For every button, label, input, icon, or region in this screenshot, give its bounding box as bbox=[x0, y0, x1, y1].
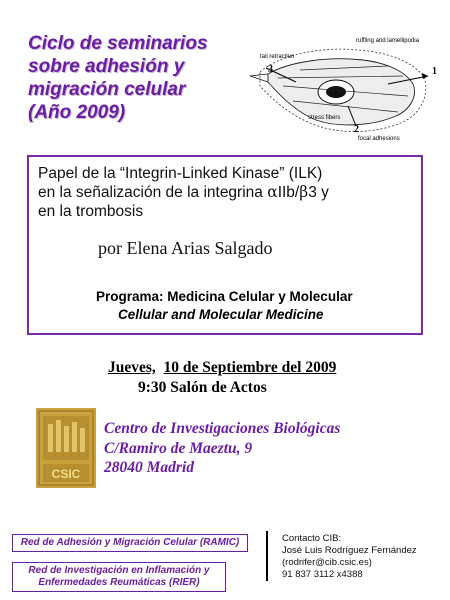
diagram-number-3: 3 bbox=[268, 64, 273, 75]
talk-title-line-3: en la trombosis bbox=[38, 203, 144, 220]
footer-divider bbox=[266, 531, 268, 581]
network-rier-line-1: Red de Investigación en Inflamación y bbox=[28, 565, 210, 576]
series-title-line: Ciclo de seminarios bbox=[28, 33, 208, 54]
speaker: por Elena Arias Salgado bbox=[98, 238, 273, 258]
talk-title-text: en la señalización de la integrina bbox=[38, 184, 268, 201]
talk-title-text: IIb/ bbox=[277, 184, 300, 201]
network-rier-line-2: Enfermedades Reumáticas (RIER) bbox=[38, 577, 200, 588]
series-title bbox=[28, 32, 238, 124]
label-ruffling: ruffling and lamellipodia bbox=[356, 38, 419, 44]
program-english: Cellular and Molecular Medicine bbox=[118, 307, 324, 322]
event-time-place: 9:30 Salón de Actos bbox=[138, 379, 267, 396]
event-day: Jueves, bbox=[108, 359, 156, 376]
alpha-symbol: α bbox=[267, 183, 278, 201]
series-title-line: (Año 2009) bbox=[28, 102, 126, 123]
contact-email[interactable]: (rodrifer@cib.csic.es) bbox=[282, 557, 372, 568]
cell-migration-diagram bbox=[238, 26, 448, 144]
network-ramic: Red de Adhesión y Migración Celular (RAMIC) bbox=[12, 534, 248, 552]
network-rier bbox=[12, 562, 226, 592]
center-city: 28040 Madrid bbox=[104, 459, 194, 476]
label-tail-retraction: tail retraction bbox=[260, 54, 295, 60]
center-street: C/Ramiro de Maeztu, 9 bbox=[104, 439, 253, 457]
beta-symbol: β bbox=[299, 183, 309, 201]
event-date bbox=[108, 359, 336, 377]
center-address bbox=[104, 419, 340, 478]
talk-title-line-2 bbox=[38, 183, 416, 202]
diagram-number-1: 1 bbox=[432, 66, 437, 77]
center-name: Centro de Investigaciones Biológicas bbox=[104, 420, 341, 437]
diagram-number-2: 2 bbox=[354, 124, 359, 135]
series-title-line: migración celular bbox=[28, 79, 186, 100]
csic-logo-text: CSIC bbox=[51, 467, 81, 481]
talk-title-line-1: Papel de la “Integrin-Linked Kinase” (ILK) bbox=[38, 165, 323, 182]
contact-phone: 91 837 3112 x4388 bbox=[282, 569, 363, 580]
label-stress-fibers: stress fibers bbox=[308, 115, 341, 121]
program-spanish: Programa: Medicina Celular y Molecular bbox=[96, 289, 353, 304]
label-focal-adhesions: focal adhesions bbox=[358, 136, 400, 142]
contact-info bbox=[282, 533, 417, 581]
csic-logo bbox=[36, 408, 96, 488]
contact-name: José Luis Rodríguez Fernández bbox=[282, 545, 417, 556]
event-date-text: 10 de Septiembre del 2009 bbox=[163, 359, 337, 376]
talk-title-text: 3 y bbox=[308, 184, 329, 201]
series-title-line: sobre adhesión y bbox=[28, 56, 185, 77]
talk-title bbox=[38, 164, 416, 221]
contact-label: Contacto CIB: bbox=[282, 533, 342, 544]
